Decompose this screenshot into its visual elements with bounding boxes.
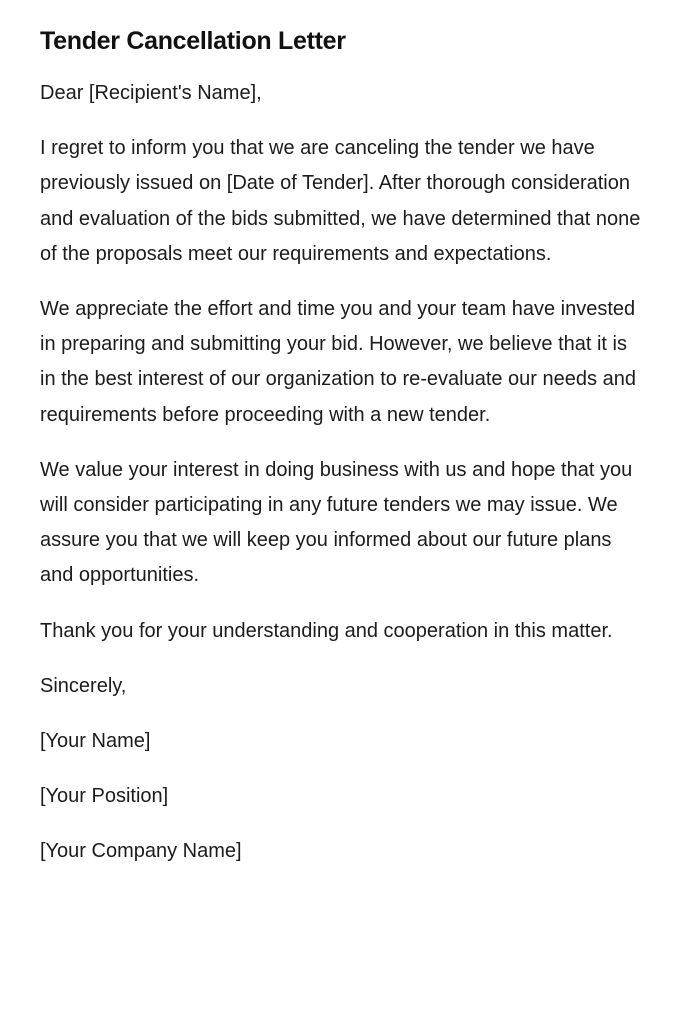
signature-position: [Your Position] <box>40 785 169 808</box>
salutation: Dear [Recipient's Name], <box>40 82 262 104</box>
signature-name: [Your Name] <box>40 730 151 753</box>
closing: Sincerely, <box>40 674 127 697</box>
body-paragraph-4: Thank you for your understanding and cooperation in this matter. <box>40 619 613 642</box>
letter-document <box>40 22 644 890</box>
body-paragraph-2: We appreciate the effort and time you and your team have invested in preparing and submitting your bid. However, we believe that it is in the best interest of our organization to re-evaluate our needs and requirements before proceeding with a new tender. <box>40 298 636 426</box>
signature-company: [Your Company Name] <box>40 840 242 863</box>
body-paragraph-1: I regret to inform you that we are canceling the tender we have previously issued on [Date of Tender]. After thorough consideration and evaluation of the bids submitted, we have determined that none of the proposals meet our requirements and expectations. <box>40 137 641 265</box>
body-paragraph-3: We value your interest in doing business with us and hope that you will consider participating in any future tenders we may issue. We assure you that we will keep you informed about our future plans and opportunities. <box>40 458 633 587</box>
letter-title: Tender Cancellation Letter <box>40 27 346 55</box>
